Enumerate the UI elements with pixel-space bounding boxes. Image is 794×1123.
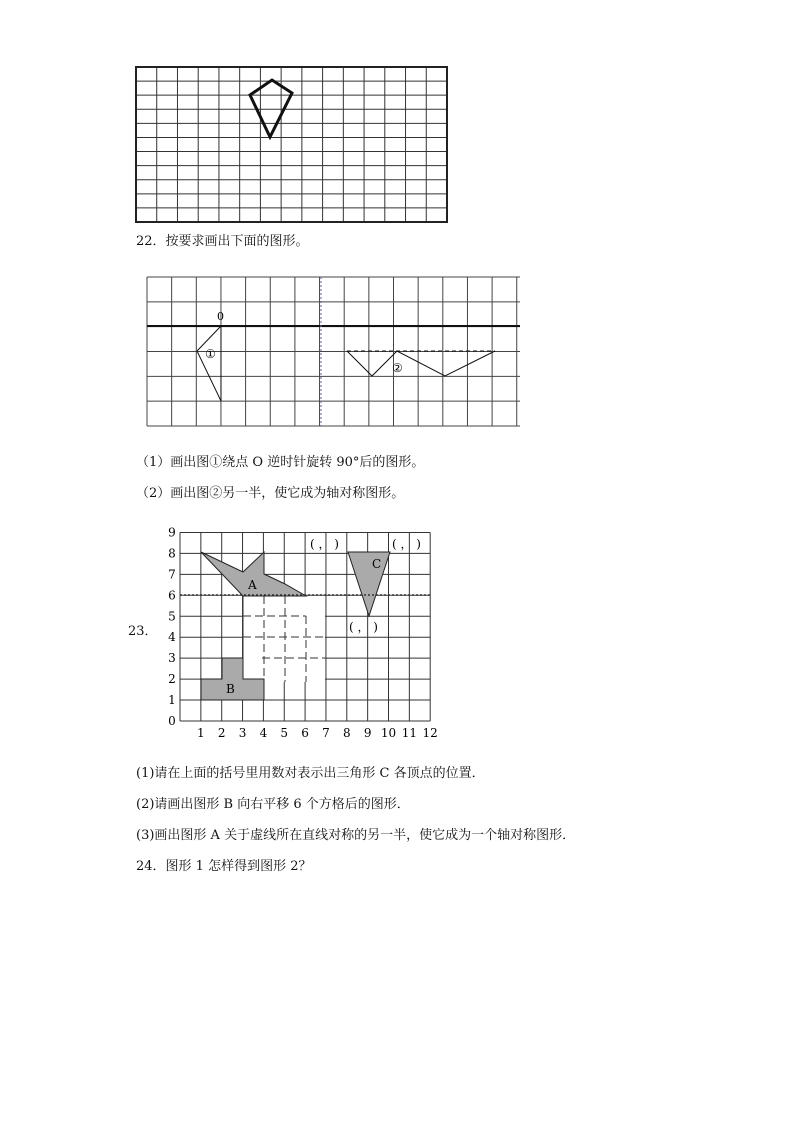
- y-tick-label: 9: [168, 525, 176, 540]
- x-tick-label: 10: [380, 726, 397, 740]
- figure-1-label: ①: [205, 347, 216, 361]
- q23-sub1: (1)请在上面的括号里用数对表示出三角形 C 各顶点的位置．: [136, 766, 485, 781]
- y-tick-label: 7: [168, 567, 176, 582]
- x-tick-label: 7: [322, 726, 330, 740]
- x-tick-label: 3: [238, 726, 247, 740]
- figure-2-label: ②: [392, 361, 403, 375]
- x-tick-label: 11: [401, 726, 417, 740]
- x-tick-label: 6: [301, 726, 309, 740]
- q23-y-ticks: [168, 525, 176, 728]
- q22-sub2: （2）画出图②另一半，使它成为轴对称图形。: [136, 486, 405, 501]
- shape-c: [348, 552, 390, 616]
- y-tick-label: 2: [168, 672, 176, 687]
- y-tick-label: 6: [168, 588, 176, 603]
- x-tick-label: 8: [342, 726, 351, 740]
- x-tick-label: 2: [217, 726, 226, 740]
- x-tick-label: 4: [259, 726, 268, 740]
- q23-number: 23．: [128, 624, 158, 639]
- shape-b-label: B: [226, 682, 235, 696]
- y-tick-label: 4: [168, 630, 176, 645]
- y-tick-label: 0: [168, 714, 176, 728]
- y-tick-label: 3: [168, 651, 176, 666]
- x-tick-label: 12: [422, 726, 438, 740]
- bracket-2: ( ， ): [392, 537, 421, 551]
- q23-sub3: (3)画出图形 A 关于虚线所在直线对称的另一半，使它成为一个轴对称图形．: [136, 828, 576, 843]
- x-tick-label: 1: [197, 726, 205, 740]
- y-tick-label: 5: [168, 609, 176, 624]
- x-tick-label: 9: [363, 726, 372, 740]
- q22-title: 22．按要求画出下面的图形。: [136, 234, 309, 249]
- bracket-1: ( ， ): [310, 537, 339, 551]
- y-tick-label: 1: [168, 693, 176, 708]
- q23-blank-area: [243, 596, 325, 682]
- q24-title: 24．图形 1 怎样得到图形 2？: [136, 859, 312, 874]
- bracket-3: ( ， ): [349, 620, 378, 634]
- x-tick-label: 5: [280, 726, 289, 740]
- q23-x-ticks: [197, 726, 438, 740]
- q23-sub2: (2)请画出图形 B 向右平移 6 个方格后的图形．: [136, 797, 410, 812]
- shape-c-label: C: [372, 557, 382, 571]
- q22-sub1: （1）画出图①绕点 O 逆时针旋转 90°后的图形。: [136, 455, 425, 470]
- y-tick-label: 8: [168, 546, 176, 561]
- shape-a-label: A: [248, 578, 257, 592]
- point-o-label: 0: [217, 310, 224, 323]
